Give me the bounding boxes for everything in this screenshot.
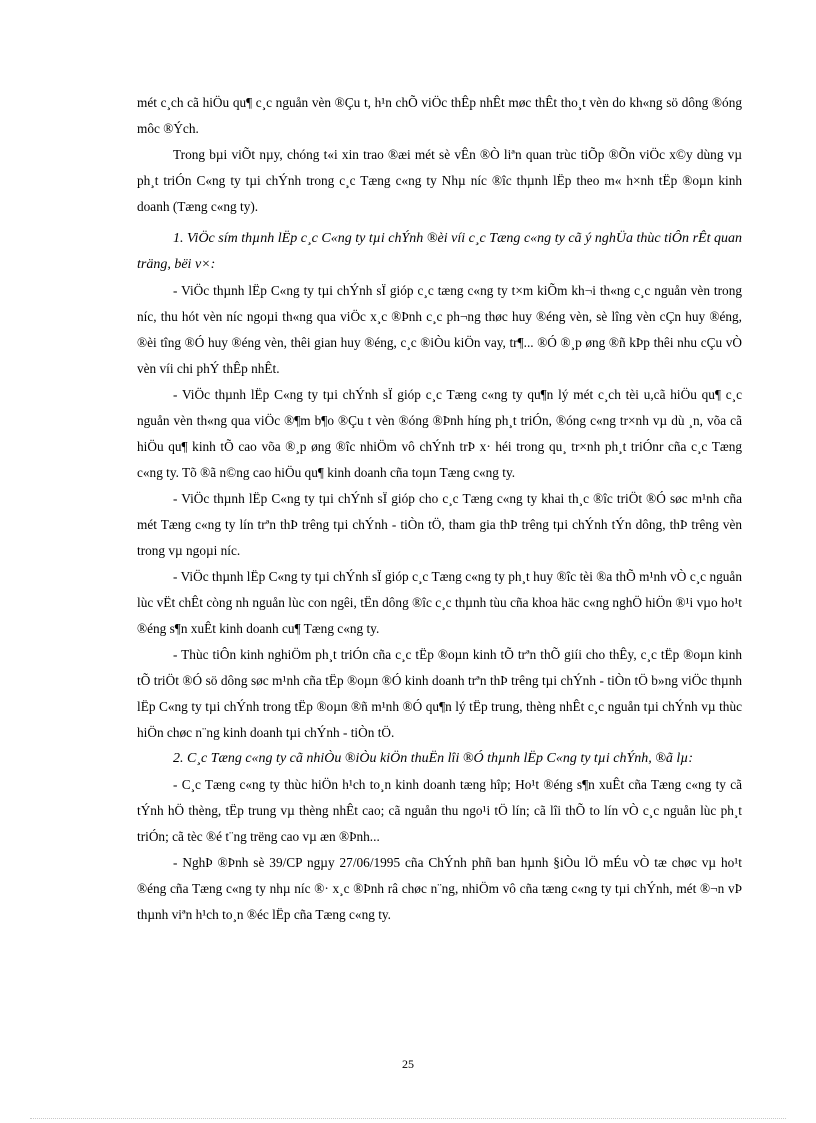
page-number: 25: [402, 1057, 414, 1071]
paragraph-bullet-1: - ViÖc thµnh lËp C«ng ty tµi chÝnh sÏ gióp c¸c tæng c«ng ty t×m kiÕm kh¬i th«ng c¸c nguån vèn trong níc, thu hót vèn níc ngoµi th«ng qua viÖc x¸c ®Þnh c¸c ph¬ng thøc huy ®éng vèn, sè lîng vèn cÇn huy ®éng, ®èi tîng ®Ó huy ®éng vèn, thêi gian huy ®éng, c¸c ®iÒu kiÖn vay, tr¶... ®Ó ®¸p øng ®ñ kÞp thêi nhu cÇu vÒ vèn víi chi phÝ thÊp nhÊt.: [137, 283, 742, 376]
paragraph-bullet-6: - C¸c Tæng c«ng ty thùc hiÖn h¹ch to¸n kinh doanh tæng hîp; Ho¹t ®éng s¶n xuÊt cña Tæng c«ng ty cã tÝnh hÖ thèng, tËp trung vµ thèng nhÊt cao; cã nguån thu ngo¹i tÖ lín; cã lîi thÕ to lín vÒ c¸c nguån lùc ph¸t triÓn; cã tèc ®é t¨ng trëng cao vµ æn ®Þnh...: [137, 777, 742, 844]
paragraph-bullet-3: - ViÖc thµnh lËp C«ng ty tµi chÝnh sÏ gióp cho c¸c Tæng c«ng ty khai th¸c ®îc triÖt ®Ó søc m¹nh cña mét Tæng c«ng ty lín trªn thÞ trêng tµi chÝnh - tiÒn tÖ, tham gia thÞ trêng tµi chÝnh tÝn dông, thÞ trêng vèn trong vµ ngoµi níc.: [137, 491, 742, 558]
section-heading-1: 1. ViÖc sím thµnh lËp c¸c C«ng ty tµi chÝnh ®èi víi c¸c Tæng c«ng ty cã ý nghÜa thùc tiÔn rÊt quan träng, bëi v×:: [137, 231, 742, 272]
paragraph-continuation: mét c¸ch cã hiÖu qu¶ c¸c nguån vèn ®Çu t, h¹n chÕ viÖc thÊp nhÊt møc thÊt tho¸t vèn do kh«ng sö dông ®óng môc ®Ých.: [137, 95, 742, 136]
paragraph-intro: Trong bµi viÕt nµy, chóng t«i xin trao ®æi mét sè vÊn ®Ò liªn quan trùc tiÕp ®Õn viÖc x©y dùng vµ ph¸t triÓn C«ng ty tµi chÝnh trong c¸c Tæng c«ng ty Nhµ níc ®îc thµnh lËp theo m« h×nh tËp ®oµn kinh doanh (Tæng c«ng ty).: [137, 147, 742, 214]
paragraph-bullet-2: - ViÖc thµnh lËp C«ng ty tµi chÝnh sÏ gióp c¸c Tæng c«ng ty qu¶n lý mét c¸ch tèi u,cã hiÖu qu¶ c¸c nguån vèn th«ng qua viÖc ®¶m b¶o ®Çu t vèn ®óng ®Þnh híng ph¸t triÓn, ®óng c«ng tr×nh vµ dù ¸n, võa cã hiÖu qu¶ kinh tÕ cao võa ®¸p øng ®îc nhiÖm vô chÝnh trÞ x· héi trong qu¸ tr×nh ph¸t triÓnr cña c¸c Tæng c«ng ty. Tõ ®ã n©ng cao hiÖu qu¶ kinh doanh cña toµn Tæng c«ng ty.: [137, 387, 742, 480]
body-text: [137, 90, 742, 928]
paragraph-bullet-4: - ViÖc thµnh lËp C«ng ty tµi chÝnh sÏ gióp c¸c Tæng c«ng ty ph¸t huy ®îc tèi ®a thÕ m¹nh vÒ c¸c nguån lùc vËt chÊt còng nh nguån lùc con ngêi, tËn dông ®îc c¸c thµnh tùu cña khoa häc c«ng nghÖ hiÖn ®¹i vµo ho¹t ®éng s¶n xuÊt kinh doanh cu¶ Tæng c«ng ty.: [137, 569, 742, 636]
section-heading-2: 2. C¸c Tæng c«ng ty cã nhiÒu ®iÒu kiÖn thuËn lîi ®Ó thµnh lËp C«ng ty tµi chÝnh, ®ã lµ:: [173, 751, 694, 766]
page-bottom-divider: [30, 1118, 786, 1119]
paragraph-bullet-5: - Thùc tiÔn kinh nghiÖm ph¸t triÓn cña c¸c tËp ®oµn kinh tÕ trªn thÕ giíi cho thÊy, c¸c tËp ®oµn kinh tÕ triÖt ®Ó sö dông søc m¹nh cña tËp ®oµn ®Ó kinh doanh trªn thÞ trêng tµi chÝnh - tiÒn tÖ b»ng viÖc thµnh lËp C«ng ty tµi chÝnh trong tËp ®oµn ®ñ m¹nh ®Ó qu¶n lý tËp trung, thèng nhÊt c¸c nguån tµi chÝnh vµ thùc hiÖn chøc n¨ng kinh doanh tµi chÝnh - tiÒn tÖ.: [137, 647, 742, 740]
paragraph-bullet-7: - NghÞ ®Þnh sè 39/CP ngµy 27/06/1995 cña ChÝnh phñ ban hµnh §iÒu lÖ mÉu vÒ tæ chøc vµ ho¹t ®éng cña Tæng c«ng ty nhµ níc ®· x¸c ®Þnh râ chøc n¨ng, nhiÖm vô cña tæng c«ng ty tµi chÝnh, mét ®¬n vÞ thµnh viªn h¹ch to¸n ®éc lËp cña Tæng c«ng ty.: [137, 855, 742, 922]
